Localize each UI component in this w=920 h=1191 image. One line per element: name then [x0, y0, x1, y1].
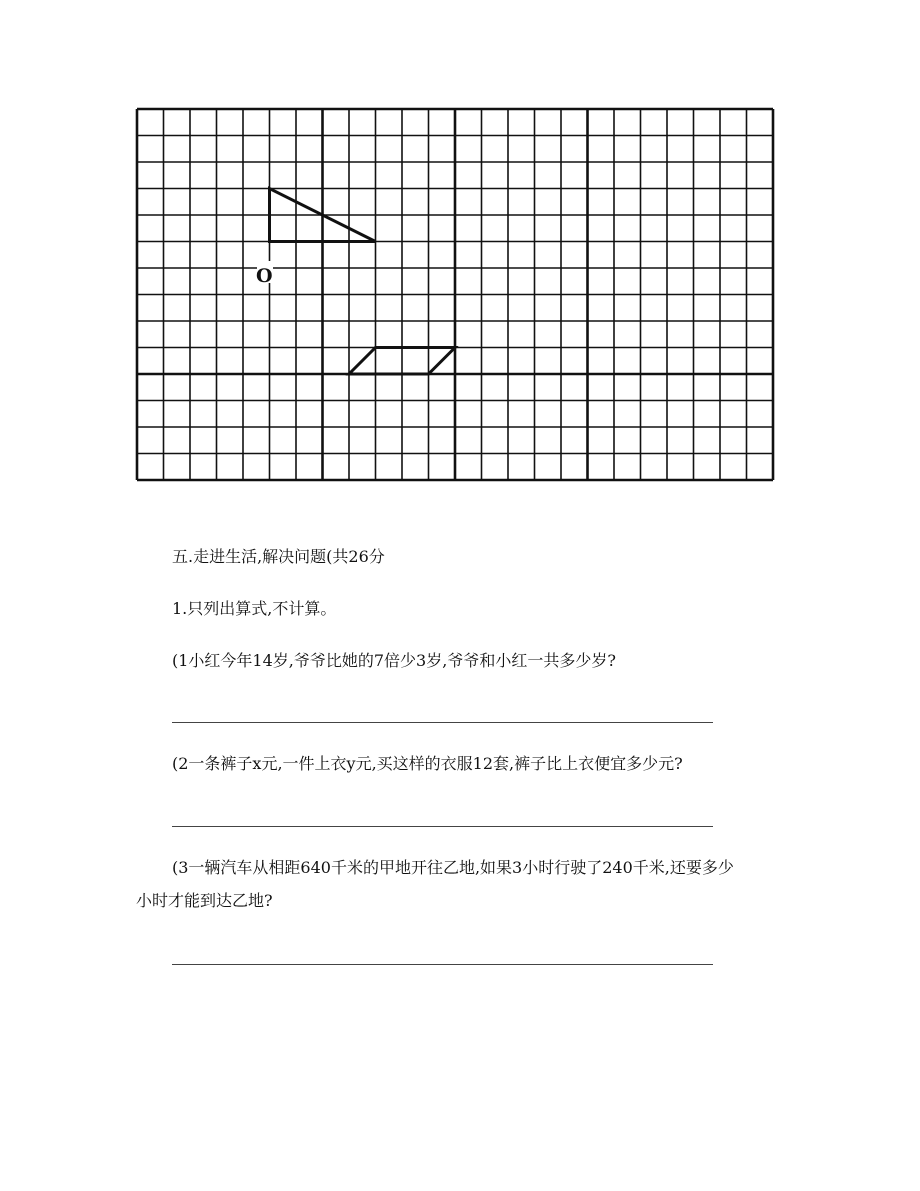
section-title: 五.走进生活,解决问题(共26分	[172, 547, 385, 566]
question-1-instruction: 1.只列出算式,不计算。	[172, 599, 337, 618]
question-1-2: (2一条裤子x元,一件上衣y元,买这样的衣服12套,裤子比上衣便宜多少元?	[172, 754, 683, 773]
question-1-1: (1小红今年14岁,爷爷比她的7倍少3岁,爷爷和小红一共多少岁?	[172, 651, 616, 670]
question-1-3-line-2: 小时才能到达乙地?	[136, 891, 273, 910]
answer-line-1[interactable]	[172, 722, 713, 723]
grid-lines	[137, 109, 773, 480]
answer-line-2[interactable]	[172, 826, 713, 827]
origin-label: O	[256, 265, 273, 287]
coordinate-grid	[135, 107, 775, 519]
question-1-3-line-1: (3一辆汽车从相距640千米的甲地开往乙地,如果3小时行驶了240千米,还要多少	[172, 858, 734, 877]
answer-line-3[interactable]	[172, 964, 713, 965]
